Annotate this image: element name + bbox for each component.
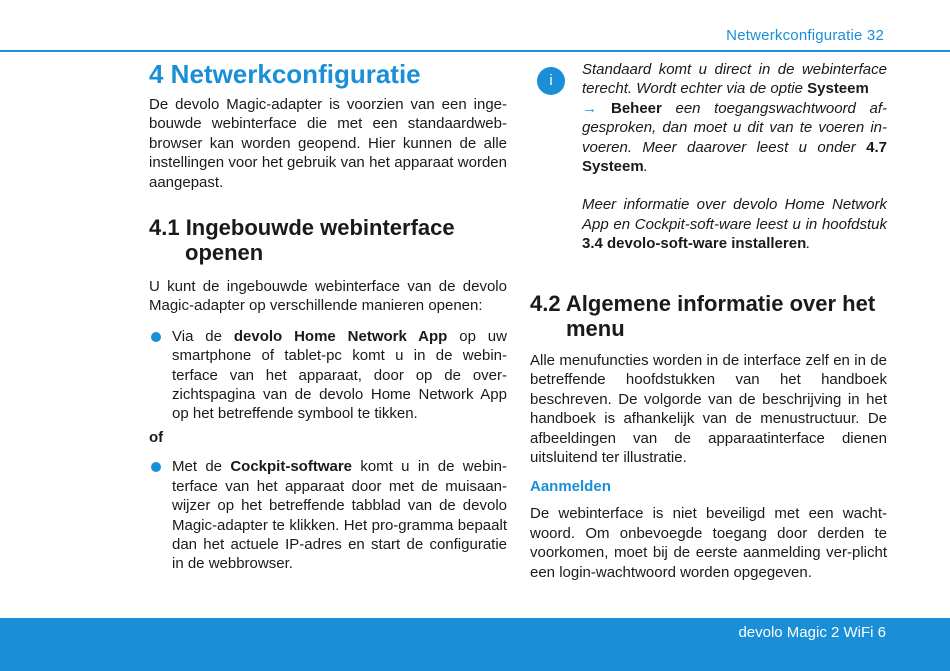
section-4-1-paragraph: U kunt de ingebouwde webinterface van de devolo Magic-adapter op verschillende manieren openen:	[149, 278, 507, 315]
subsection-aanmelden: Aanmelden	[530, 478, 611, 496]
section-4-1-title-line2: openen	[185, 240, 264, 266]
option-beheer: Beheer	[611, 99, 662, 117]
header-title: Netwerkconfiguratie 32	[726, 27, 884, 44]
bullet-app	[149, 327, 507, 424]
bullet-dot	[151, 332, 161, 342]
section-4-2-title-line2: menu	[566, 316, 625, 341]
info-icon: i	[537, 67, 565, 95]
note-paragraph-2: Meer informatie over devolo Home Network App en Cockpit-soft-ware leest u in hoofdstuk 3.4 devolo-soft-ware installeren.	[582, 196, 887, 253]
info-note	[582, 60, 887, 254]
note-paragraph-1: Standaard komt u direct in de webinterface terecht. Wordt echter via de optie Systeem → Beheer een toegangswachtwoord af-gesproken, dan moet u dit van te voeren in-voeren. Meer daarover leest u onder 4.7 Systeem.	[582, 61, 887, 176]
option-systeem: Systeem	[807, 80, 869, 98]
header-rule	[0, 50, 950, 52]
intro-paragraph: De devolo Magic-adapter is voorzien van een inge-bouwde webinterface die met een standaardweb-browser kan worden geopend. Hier kunnen de alle instellingen voor het gebruik van het apparaat worden aangepast.	[149, 96, 507, 191]
reference-3-4: 3.4 devolo-soft-ware installeren	[582, 235, 807, 253]
left-column	[149, 56, 507, 574]
arrow-icon: →	[582, 99, 597, 117]
bullet-app-text: Via de devolo Home Network App op uw smartphone of tablet-pc komt u in de webin-terface van het apparaat, door op de over-zichtspagina van de devolo Home Network App op het betreffende symbool te tikken.	[172, 327, 507, 423]
section-4-1-title-line1: 4.1 Ingebouwde webinterface	[149, 215, 455, 241]
page-footer	[0, 618, 950, 671]
chapter-title: 4 Netwerkconfiguratie	[149, 59, 421, 89]
app-name: devolo Home Network App	[233, 327, 448, 345]
reference-4-7: 4.7 Systeem	[582, 138, 887, 176]
footer-text: devolo Magic 2 WiFi 6	[738, 624, 886, 641]
cockpit-name: Cockpit-software	[230, 458, 353, 476]
section-4-2-title	[530, 291, 887, 341]
or-separator: of	[149, 428, 164, 446]
section-4-1-title	[149, 215, 507, 265]
aanmelden-paragraph: De webinterface is niet beveiligd met een wacht-woord. Om onbevoegde toegang door derden te voorkomen, moet bij de eerste aanmelding ver-plicht een login-wachtwoord worden opgegeven.	[530, 505, 887, 581]
bullet-cockpit-text: Met de Cockpit-software komt u in de webin-terface van het apparaat door met de muisaan-wijzer op het betreffende tabblad van de devolo Magic-adapter te klikken. Het pro-gramma bepaalt dan het actuele IP-adres en start de configuratie in de webbrowser.	[172, 458, 507, 573]
bullet-cockpit	[149, 457, 507, 573]
bullet-dot	[151, 462, 161, 472]
section-4-2-paragraph: Alle menufuncties worden in de interface zelf en in de betreffende hoofdstukken van het handboek beschreven. De volgorde van de beschrijving in het handboek is afhankelijk van de menustructuur. De afbeeldingen van de apparaatinterface dienen uitsluitend ter illustratie.	[530, 352, 887, 467]
section-4-2-title-line1: 4.2 Algemene informatie over het	[530, 291, 876, 316]
right-column	[530, 291, 887, 582]
